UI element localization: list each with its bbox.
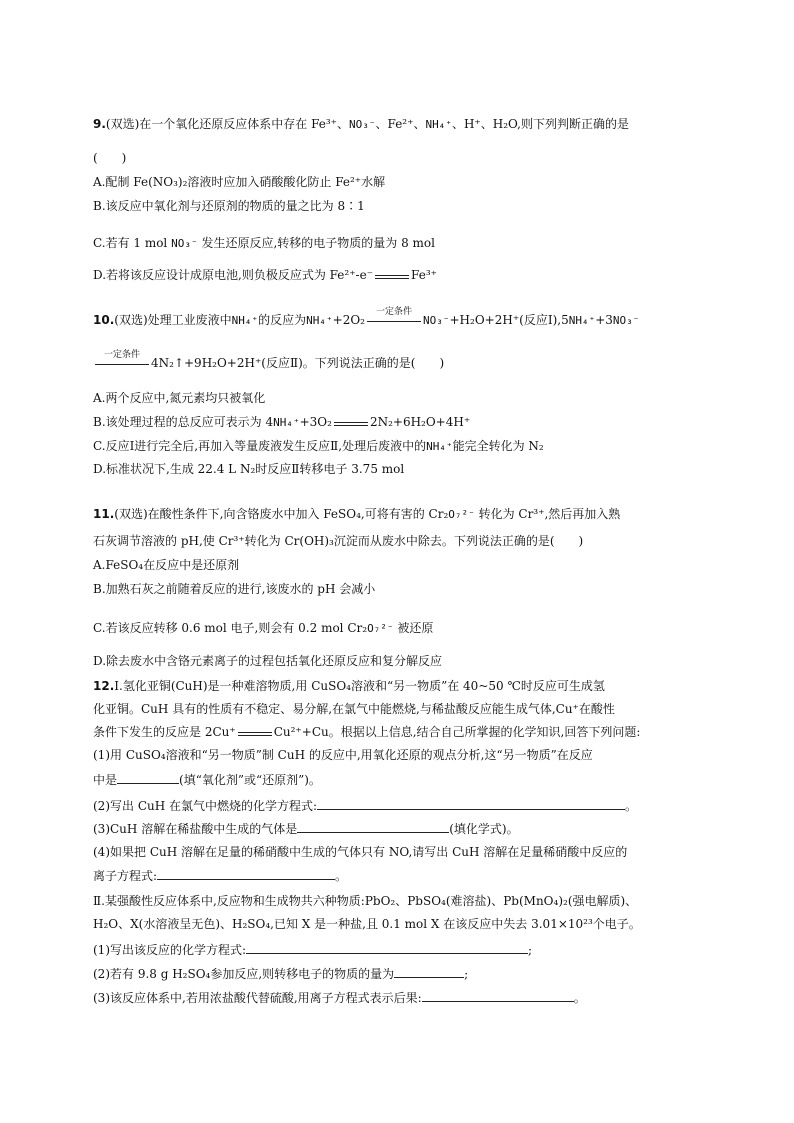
answer-blank[interactable]: [246, 941, 528, 954]
q10-ion-4: NH₄⁺: [568, 314, 596, 327]
q11-option-d: D.除去废水中含铬元素离子的过程包括氧化还原反应和复分解反应: [93, 654, 443, 668]
q12-part2-sub2-b: ;: [464, 967, 469, 981]
q10-ion-5: NO₃⁻: [612, 314, 640, 327]
answer-blank[interactable]: [297, 820, 449, 833]
q12-sub3: [93, 820, 519, 837]
q12-sub4-line1: (4)如果把 CuH 溶解在足量的稀硝酸中生成的气体只有 NO,请写出 CuH 溶解在足量稀硝酸中反应的: [93, 845, 628, 859]
q9-stem-a: (双选)在一个氧化还原反应体系中存在 Fe³⁺、: [105, 117, 350, 131]
q12-part1-line3-a: 条件下发生的反应是 2Cu⁺: [93, 725, 236, 739]
q11-line2: 石灰调节溶液的 pH,使 Cr³⁺转化为 Cr(OH)₃沉淀而从废水中除去。下列说法正确的是( ): [93, 534, 584, 548]
q12-sub1-line1: (1)用 CuSO₄溶液和“另一物质”制 CuH 的反应中,用氧化还原的观点分析,这“另一物质”在反应: [93, 748, 593, 762]
q12-sub1-line2-b: (填“氧化剂”或“还原剂”)。: [179, 773, 321, 787]
q12-sub4-line2: [93, 867, 347, 884]
q9-ion-nitrate: NO₃⁻: [349, 118, 376, 131]
q12-part1-line3-b: Cu²⁺+Cu。根据以上信息,结合自己所掌握的化学知识,回答下列问题:: [273, 725, 641, 739]
q10-stem-b: 的反应为: [258, 313, 307, 327]
q10-option-c-ion: NH₄⁺: [426, 440, 453, 453]
q10-option-b-ion: NH₄⁺: [273, 416, 300, 429]
equals-sign: [334, 422, 368, 423]
answer-blank[interactable]: [117, 771, 179, 784]
q12-part2-sub1-b: ;: [528, 943, 533, 957]
q9-option-d-a: D.若将该反应设计成原电池,则负极反应式为 Fe²⁺-e⁻: [93, 268, 374, 282]
q12-part1-line3: [93, 724, 640, 740]
q9-stem-c: 、H⁺、H₂O,则下列判断正确的是: [451, 117, 629, 131]
answer-blank[interactable]: [422, 989, 574, 1002]
q11-option-c-a: C.若该反应转移 0.6 mol 电子,则会有 0.2 mol Cr₂: [93, 621, 368, 635]
q11-ion: O₇²⁻: [448, 508, 475, 521]
q10-option-b-a: B.该处理过程的总反应可表示为 4: [93, 415, 274, 429]
q11-stem-b: 转化为 Cr³⁺,然后再加入熟: [478, 507, 621, 521]
q10-stem-e: +3: [595, 313, 613, 327]
q10-stem-c: +2O₂: [332, 313, 365, 327]
q11-number: 11.: [93, 507, 115, 521]
q12-sub1-line2: [93, 771, 321, 788]
q11-option-c-b: 被还原: [397, 621, 434, 635]
q10-option-c-a: C.反应Ⅰ进行完全后,再加入等量废液发生反应Ⅱ,处理后废液中的: [93, 439, 427, 453]
q9-paren: ( ): [93, 151, 127, 165]
q12-part1-line2: 化亚铜。CuH 具有的性质有不稳定、易分解,在氯气中能燃烧,与稀盐酸反应能生成气体,Cu⁺在酸性: [93, 702, 615, 716]
q10-option-d: D.标准状况下,生成 22.4 L N₂时反应Ⅱ转移电子 3.75 mol: [93, 462, 405, 476]
q10-line2: [93, 349, 445, 371]
q9-number: 9.: [93, 117, 106, 131]
answer-blank[interactable]: [394, 965, 464, 978]
q12-part2-line1: Ⅱ.某强酸性反应体系中,反应物和生成物共六种物质:PbO₂、PbSO₄(难溶盐)、Pb(MnO₄)₂(强电解质)、: [93, 894, 638, 908]
reaction-condition: 一定条件: [103, 349, 140, 360]
q9-option-c: [93, 235, 435, 252]
q12-sub2-b: 。: [625, 799, 638, 813]
q12-number: 12.: [93, 679, 115, 693]
q10-ion-1: NH₄⁺: [231, 314, 259, 327]
reaction-arrow: [93, 349, 151, 371]
q10-option-b-b: +3O₂: [299, 415, 332, 429]
q12-part2-sub3-a: (3)该反应体系中,若用浓盐酸代替硫酸,用离子方程式表示后果:: [93, 991, 422, 1005]
q9-option-c-b: 发生还原反应,转移的电子物质的量为 8 mol: [201, 236, 435, 250]
q10-stem: [93, 306, 640, 329]
q9-option-d-b: Fe³⁺: [411, 268, 437, 282]
q11-stem-a: (双选)在酸性条件下,向含铬废水中加入 FeSO₄,可将有害的 Cr₂: [114, 507, 449, 521]
q12-part2-sub3: [93, 989, 586, 1006]
q10-line2-text: 4N₂↑+9H₂O+2H⁺(反应Ⅱ)。下列说法正确的是( ): [151, 356, 445, 370]
q9-option-d: [93, 267, 437, 283]
q9-option-a: A.配制 Fe(NO₃)₂溶液时应加入硝酸酸化防止 Fe²⁺水解: [93, 175, 386, 189]
q11-stem: [93, 506, 620, 523]
q12-part1-line1-text: Ⅰ.氢化亚铜(CuH)是一种难溶物质,用 CuSO₄溶液和“另一物质”在 40~50 ℃时反应可生成氢: [114, 679, 605, 693]
q12-sub1-line2-a: 中是: [93, 773, 118, 787]
q12-sub3-a: (3)CuH 溶解在稀盐酸中生成的气体是: [93, 822, 298, 836]
q9-option-c-a: C.若有 1 mol: [93, 236, 168, 250]
q9-stem: [93, 116, 629, 133]
q10-stem-a: (双选)处理工业废液中: [114, 313, 232, 327]
q9-ion-ammonium: NH₄⁺: [425, 118, 452, 131]
q10-option-c-b: 能完全转化为 N₂: [452, 439, 544, 453]
answer-blank[interactable]: [317, 797, 625, 810]
q10-option-b: [93, 414, 470, 431]
q12-part2-sub2: [93, 965, 468, 982]
q11-option-c: [93, 620, 433, 637]
equals-sign: [238, 732, 272, 733]
q12-part2-line2: H₂O、X(水溶液呈无色)、H₂SO₄,已知 X 是一种盐,且 0.1 mol X 在该反应中失去 3.01×10²³个电子。: [93, 917, 641, 931]
q11-option-b: B.加熟石灰之前随着反应的进行,该废水的 pH 会减小: [93, 582, 376, 596]
q10-option-c: [93, 438, 544, 455]
q10-ion-3: NO₃⁻: [423, 314, 450, 327]
q12-part2-sub1-a: (1)写出该反应的化学方程式:: [93, 943, 247, 957]
q10-number: 10.: [93, 313, 115, 327]
answer-blank[interactable]: [157, 867, 335, 880]
q12-part1-line1: [93, 678, 605, 694]
q12-sub2-a: (2)写出 CuH 在氯气中燃烧的化学方程式:: [93, 799, 318, 813]
q12-sub2: [93, 797, 637, 814]
q9-stem-b: 、Fe²⁺、: [375, 117, 426, 131]
q9-option-b: B.该反应中氧化剂与还原剂的物质的量之比为 8∶1: [93, 199, 365, 213]
q12-part2-sub1: [93, 941, 532, 958]
q9-option-c-ion: NO₃⁻: [171, 237, 198, 250]
q12-part2-sub3-b: 。: [573, 991, 586, 1005]
q10-option-b-c: 2N₂+6H₂O+4H⁺: [369, 415, 471, 429]
equals-sign: [375, 275, 409, 276]
q12-sub4-line2-a: 离子方程式:: [93, 869, 158, 883]
reaction-condition: 一定条件: [375, 306, 412, 317]
q10-ion-2: NH₄⁺: [306, 314, 333, 327]
reaction-arrow: [365, 306, 423, 328]
q11-option-c-ion: O₇²⁻: [367, 622, 394, 635]
q12-sub4-line2-b: 。: [335, 869, 348, 883]
q11-option-a: A.FeSO₄在反应中是还原剂: [93, 558, 240, 572]
q12-part2-sub2-a: (2)若有 9.8 g H₂SO₄参加反应,则转移电子的物质的量为: [93, 967, 395, 981]
q10-stem-d: +H₂O+2H⁺(反应Ⅰ),5: [449, 313, 569, 327]
q12-sub3-b: (填化学式)。: [449, 822, 519, 836]
q10-option-a: A.两个反应中,氮元素均只被氧化: [93, 391, 266, 405]
